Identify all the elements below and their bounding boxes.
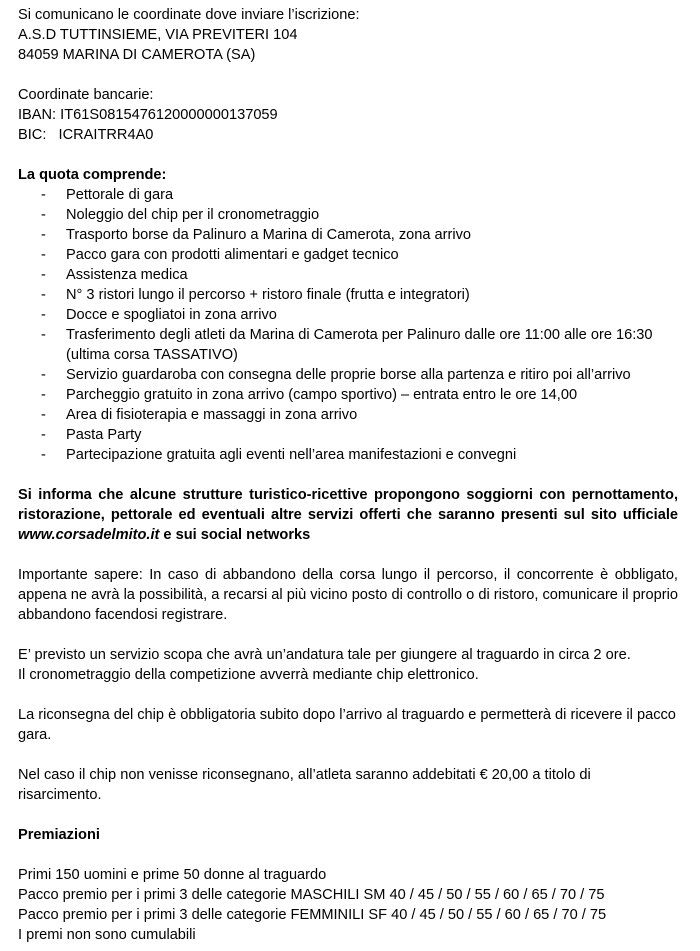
dash-bullet: - [41,267,46,283]
list-item: - Trasporto borse da Palinuro a Marina di Camerota, zona arrivo [41,227,472,243]
awards-heading: Premiazioni [18,827,100,843]
list-item: - Pacco gara con prodotti alimentari e gadget tecnico [41,247,399,263]
dash-bullet: - [41,287,46,303]
dash-bullet: - [41,407,46,423]
dash-bullet: - [41,247,46,263]
address-line-2: 84059 MARINA DI CAMEROTA (SA) [18,47,256,63]
quota-list [18,185,678,465]
list-item: - Partecipazione gratuita agli eventi nell’area manifestazioni e convegni [41,447,517,463]
bank-heading: Coordinate bancarie: [18,87,154,103]
service-paragraph [18,645,678,685]
penalty-paragraph: Nel caso il chip non venisse riconsegnano, all’atleta saranno addebitati € 20,00 a titolo di risarcimento. [18,767,591,803]
awards-line: Pacco premio per i primi 3 delle categorie FEMMINILI SF 40 / 45 / 50 / 55 / 60 / 65 / 70 / 75 [18,907,607,923]
list-item: - Pettorale di gara [41,187,174,203]
dash-bullet: - [41,387,46,403]
bank-block [18,85,678,145]
address-intro: Si comunicano le coordinate dove inviare l’iscrizione: [18,7,360,23]
dash-bullet: - [41,207,46,223]
list-item: - Assistenza medica [41,267,188,283]
address-block [18,5,678,65]
list-item: - Area di fisioterapia e massaggi in zona arrivo [41,407,358,423]
info-paragraph: Si informa che alcune strutture turistico-ricettive propongono soggiorni con pernottamento, ristorazione, pettorale ed eventuali altre servizi offerti che saranno presenti sul sito ufficiale www.corsadelmito.it e sui social networks [18,487,678,543]
dash-bullet: - [41,227,46,243]
list-item: - Parcheggio gratuito in zona arrivo (campo sportivo) – entrata entro le ore 14,00 [41,387,578,403]
address-line-1: A.S.D TUTTINSIEME, VIA PREVITERI 104 [18,27,298,43]
list-item: - Trasferimento degli atleti da Marina di Camerota per Palinuro dalle ore 11:00 alle ore 16:30 (ultima corsa TASSATIVO) [41,327,653,363]
important-paragraph: Importante sapere: In caso di abbandono della corsa lungo il percorso, il concorrente è obbligato, appena ne avrà la possibilità, a recarsi al più vicino posto di controllo o di ristoro, comunicare il proprio abbandono facendosi registrare. [18,567,678,623]
bank-bic: BIC: ICRAITRR4A0 [18,127,154,143]
awards-line: Pacco premio per i primi 3 delle categorie MASCHILI SM 40 / 45 / 50 / 55 / 60 / 65 / 70 / 75 [18,887,605,903]
document-page [18,5,678,945]
dash-bullet: - [41,367,46,383]
bank-iban: IBAN: IT61S0815476120000000137059 [18,107,278,123]
awards-section [18,825,678,945]
dash-bullet: - [41,327,46,343]
list-item: - Noleggio del chip per il cronometraggio [41,207,320,223]
list-item: - N° 3 ristori lungo il percorso + ristoro finale (frutta e integratori) [41,287,470,303]
dash-bullet: - [41,427,46,443]
official-site-link[interactable]: www.corsadelmito.it [18,527,160,543]
dash-bullet: - [41,187,46,203]
service-line-2: Il cronometraggio della competizione avverrà mediante chip elettronico. [18,667,479,683]
dash-bullet: - [41,447,46,463]
service-line-1: E’ previsto un servizio scopa che avrà un’andatura tale per giungere al traguardo in circa 2 ore. [18,647,631,663]
list-item: - Docce e spogliatoi in zona arrivo [41,307,277,323]
awards-line: I premi non sono cumulabili [18,927,196,943]
quota-heading: La quota comprende: [18,167,167,183]
chip-paragraph: La riconsegna del chip è obbligatoria subito dopo l’arrivo al traguardo e permetterà di ricevere il pacco gara. [18,707,676,743]
list-item: - Servizio guardaroba con consegna delle proprie borse alla partenza e ritiro poi all’arrivo [41,367,631,383]
quota-section [18,165,678,465]
dash-bullet: - [41,307,46,323]
list-item: - Pasta Party [41,427,142,443]
awards-line: Primi 150 uomini e prime 50 donne al traguardo [18,867,327,883]
